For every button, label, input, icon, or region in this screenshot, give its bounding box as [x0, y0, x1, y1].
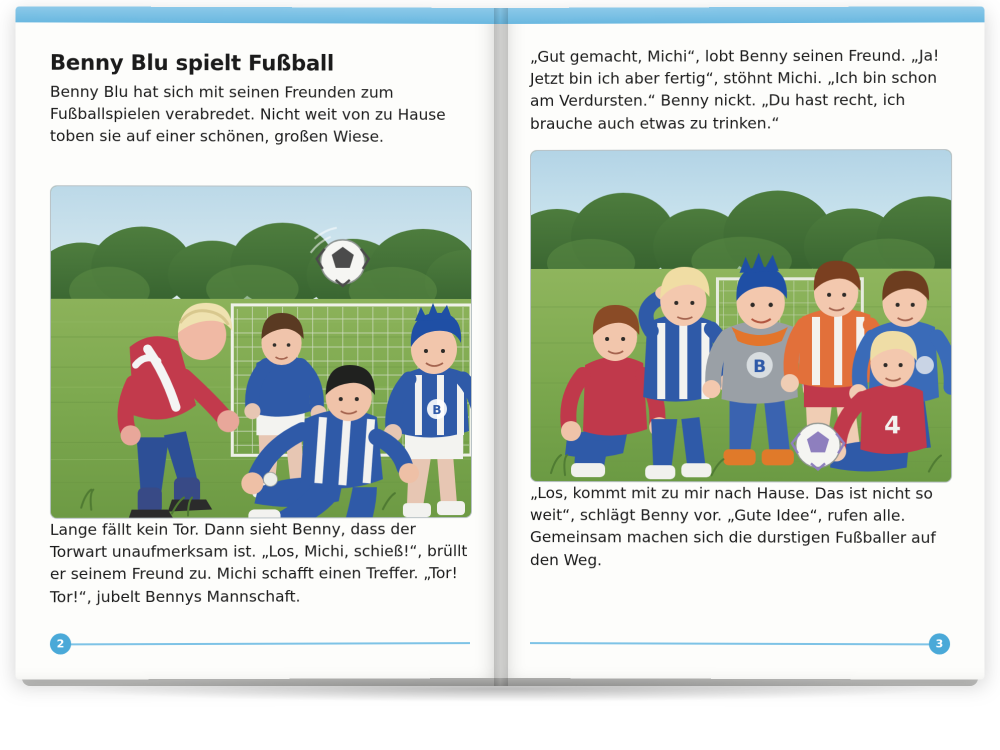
svg-text:B: B: [753, 357, 767, 378]
left-page-intro-text: Benny Blu hat sich mit seinen Freunden zum Fußballspielen verabredet. Nicht weit von zu Hause toben sie auf einer schönen, großen Wiese.: [49, 82, 446, 147]
left-page-top-band: [16, 6, 500, 24]
team-group-illustration: [530, 149, 952, 483]
right-page: [500, 6, 984, 679]
svg-text:B: B: [432, 403, 442, 418]
soccer-match-illustration: [50, 185, 472, 519]
left-page-body-text: Lange fällt kein Tor. Dann sieht Benny, dass der Torwart unaufmerksam ist. „Los, Michi, schieß!“, brüllt er seinem Freund zu. Michi schafft einen Treffer. „Tor! Tor!“, jubelt Bennys Mannschaft.: [49, 520, 468, 606]
page-number-left: 2: [50, 633, 71, 654]
page-number-right: 3: [929, 633, 950, 654]
footer-rule: [50, 642, 470, 645]
left-page: [16, 6, 500, 679]
open-book: [18, 8, 982, 686]
right-page-intro-text: „Gut gemacht, Michi“, lobt Benny seinen Freund. „Ja! Jetzt bin ich aber fertig“, stöhnt Michi. „Ich bin schon am Verdursten.“ Benny nickt. „Du hast recht, ich brauche auch etwas zu trinken.“: [530, 46, 940, 133]
right-page-top-band: [500, 6, 984, 24]
left-page-footer: [50, 632, 470, 655]
svg-text:4: 4: [884, 411, 901, 440]
right-page-footer: [530, 632, 950, 655]
footer-rule: [530, 642, 950, 645]
right-page-body-text: „Los, kommt mit zu mir nach Hause. Das ist nicht so weit“, schlägt Benny vor. „Gute Idee“, rufen alle. Gemeinsam machen sich die durstigen Fußballer auf den Weg.: [530, 484, 936, 569]
page-title: Benny Blu spielt Fußball: [49, 50, 335, 76]
